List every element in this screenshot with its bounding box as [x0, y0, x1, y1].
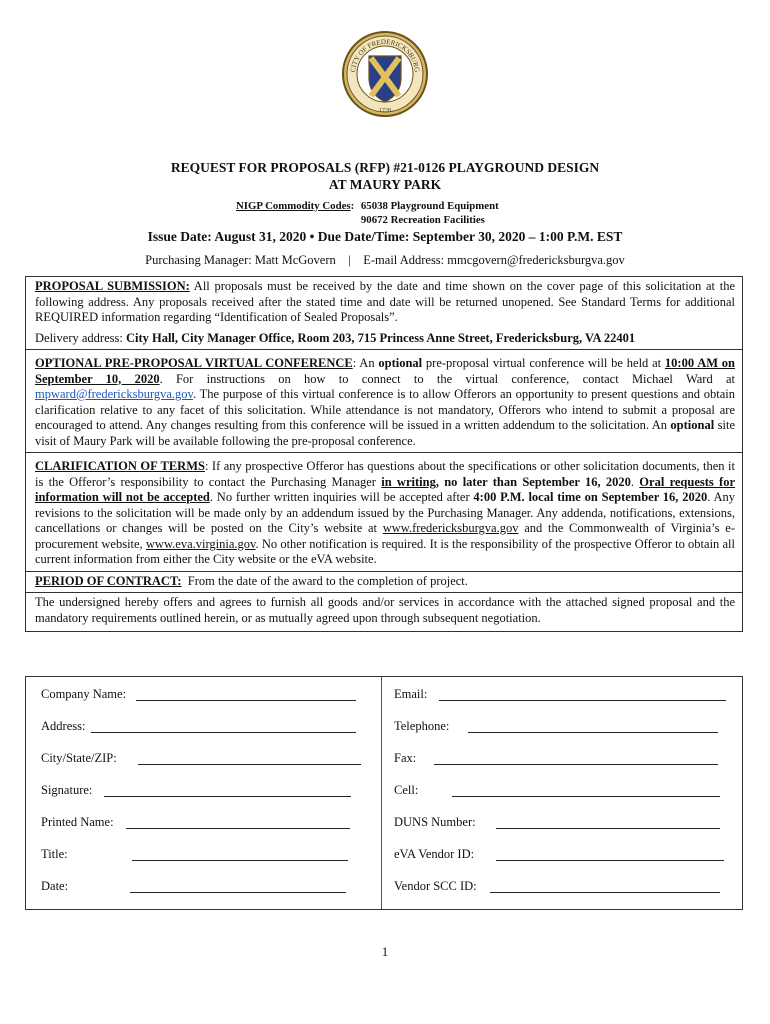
form-input-line-left-3[interactable] — [104, 796, 351, 797]
clarification-text-5: and the Commonwealth of Virginia’s e-procurement website, — [35, 521, 735, 551]
form-input-line-right-2[interactable] — [434, 764, 718, 765]
form-input-line-left-4[interactable] — [126, 828, 350, 829]
form-label-right-2: Fax: — [394, 751, 417, 765]
rfp-title-line1: REQUEST FOR PROPOSALS (RFP) #21-0126 PLAYGROUND DESIGN — [170, 160, 600, 175]
form-input-line-right-6[interactable] — [490, 892, 720, 893]
conference-optional-2: optional — [670, 418, 715, 432]
terms-box — [25, 276, 743, 632]
proposal-submission-section — [26, 277, 742, 350]
form-label-right-5: eVA Vendor ID: — [394, 847, 475, 861]
form-input-line-right-1[interactable] — [468, 732, 718, 733]
form-label-left-3: Signature: — [41, 783, 93, 797]
rfp-title-line2: AT MAURY PARK — [328, 177, 442, 192]
clarification-text-1: : If any prospective Offeror has questions about the specifications or other solicitation documents, then it is the Offeror’s responsibility to contact the Purchasing Manager — [35, 459, 735, 489]
clarification-text-6: . No other notification is required. It is the responsibility of the prospective Offeror to obtain all current information from either the City website or the eVA website. — [35, 536, 735, 566]
form-label-left-1: Address: — [41, 719, 86, 733]
form-label-right-1: Telephone: — [394, 719, 450, 733]
form-input-line-left-0[interactable] — [136, 700, 356, 701]
clarification-section — [26, 453, 742, 572]
form-divider — [381, 677, 382, 909]
contract-body: From the date of the award to the completion of project. — [181, 573, 468, 588]
form-input-line-left-6[interactable] — [130, 892, 346, 893]
conference-text-5: site visit of Maury Park will be available following the pre-proposal conference. — [35, 418, 735, 448]
delivery-label: Delivery address: — [35, 330, 126, 345]
clarification-text-2: . — [630, 474, 640, 489]
form-label-right-4: DUNS Number: — [394, 815, 476, 829]
conference-optional-1: optional — [378, 356, 423, 370]
undersigned-section: The undersigned hereby offers and agrees to furnish all goods and/or services in accordance with the attached signed proposal and the mandatory requirements outlined herein, or as mutually agreed upon through subsequent negotiation. — [35, 595, 735, 625]
nigp-codes — [236, 199, 499, 227]
form-label-right-6: Vendor SCC ID: — [394, 879, 477, 893]
nigp-code-1: 65038 Playground Equipment — [360, 200, 499, 212]
form-input-line-left-2[interactable] — [138, 764, 361, 765]
nigp-separator: : — [350, 200, 355, 212]
nigp-code-2: 90672 Recreation Facilities — [360, 214, 485, 226]
form-label-left-0: Company Name: — [41, 687, 127, 701]
form-input-line-right-4[interactable] — [496, 828, 720, 829]
eva-website-link[interactable]: www.eva.virginia.gov — [145, 536, 256, 551]
nigp-label: NIGP Commodity Codes — [236, 200, 351, 212]
clarification-heading: CLARIFICATION OF TERMS — [35, 459, 205, 473]
clarification-in-writing: in writing — [381, 474, 436, 489]
form-label-right-3: Cell: — [394, 783, 419, 797]
city-seal-logo — [341, 22, 429, 142]
clarification-time: 4:00 P.M. local time on September 16, 2020 — [473, 490, 708, 504]
form-label-left-6: Date: — [41, 879, 69, 893]
clarification-oral-requests: Oral requests for information will not be accepted — [35, 474, 736, 504]
form-input-line-left-1[interactable] — [91, 732, 356, 733]
city-website-link[interactable]: www.fredericksburgva.gov — [382, 521, 519, 535]
conference-text-3: . For instructions on how to connect to the virtual conference, contact Michael Ward at — [159, 371, 735, 386]
form-input-line-right-0[interactable] — [439, 700, 726, 701]
svg-text:CITY OF FREDERICKSBURG: CITY OF FREDERICKSBURG — [349, 37, 422, 73]
form-label-right-0: Email: — [394, 687, 428, 701]
form-label-left-2: City/State/ZIP: — [41, 751, 117, 765]
conference-text-4: . The purpose of this virtual conference is to allow Offerors an opportunity to present questions and obtain clarification relative to any facet of this solicitation. While attendance is not mandatory, Offerors who intend to submit a proposal are encouraged to attend. Any changes resulting from this conference will be issued in a written addendum to the solicitation. An — [35, 387, 735, 432]
conference-email-link[interactable]: mpward@fredericksburgva.gov — [35, 387, 193, 401]
page-number: 1 — [381, 944, 389, 959]
form-label-left-5: Title: — [41, 847, 68, 861]
svg-text:1728: 1728 — [379, 108, 391, 114]
form-input-line-right-3[interactable] — [452, 796, 720, 797]
clarification-deadline: , no later than September 16, 2020 — [435, 474, 631, 489]
delivery-address: City Hall, City Manager Office, Room 203, 715 Princess Anne Street, Fredericksburg, VA 22401 — [125, 330, 636, 345]
proposal-body: All proposals must be received by the date and time shown on the cover page of this solicitation at the following address. Any proposals received after the stated time and date will be returned unopened. See Standard Terms for additional REQUIRED information regarding “Identification of Sealed Proposals”. — [35, 279, 735, 324]
conference-text-1: : An — [352, 356, 379, 370]
clarification-text-4: . Any revisions to the solicitation will be made only by an addendum issued by the Purchasing Manager. Any addenda, notifications, extensions, cancellations or changes will be posted on the City’s website at — [35, 490, 735, 535]
period-of-contract-section — [26, 572, 742, 594]
vendor-info-form — [25, 676, 743, 910]
contract-heading: PERIOD OF CONTRACT: — [35, 573, 182, 588]
form-input-line-right-5[interactable] — [496, 860, 724, 861]
form-label-left-4: Printed Name: — [41, 815, 114, 829]
proposal-heading: PROPOSAL SUBMISSION: — [35, 279, 190, 293]
conference-text-2: pre-proposal virtual conference will be held at — [422, 356, 665, 370]
conference-section — [26, 350, 742, 453]
purchasing-manager-line: Purchasing Manager: Matt McGovern | E-mail Address: mmcgovern@fredericksburgva.gov — [145, 253, 625, 267]
form-input-line-left-5[interactable] — [132, 860, 348, 861]
conference-heading: OPTIONAL PRE-PROPOSAL VIRTUAL CONFERENCE — [35, 356, 353, 370]
clarification-text-3: . No further written inquiries will be accepted after — [209, 490, 474, 504]
conference-time: 10:00 AM on September 10, 2020 — [35, 356, 736, 386]
issue-due-date-line: Issue Date: August 31, 2020 • Due Date/Time: September 30, 2020 – 1:00 P.M. EST — [147, 229, 623, 244]
